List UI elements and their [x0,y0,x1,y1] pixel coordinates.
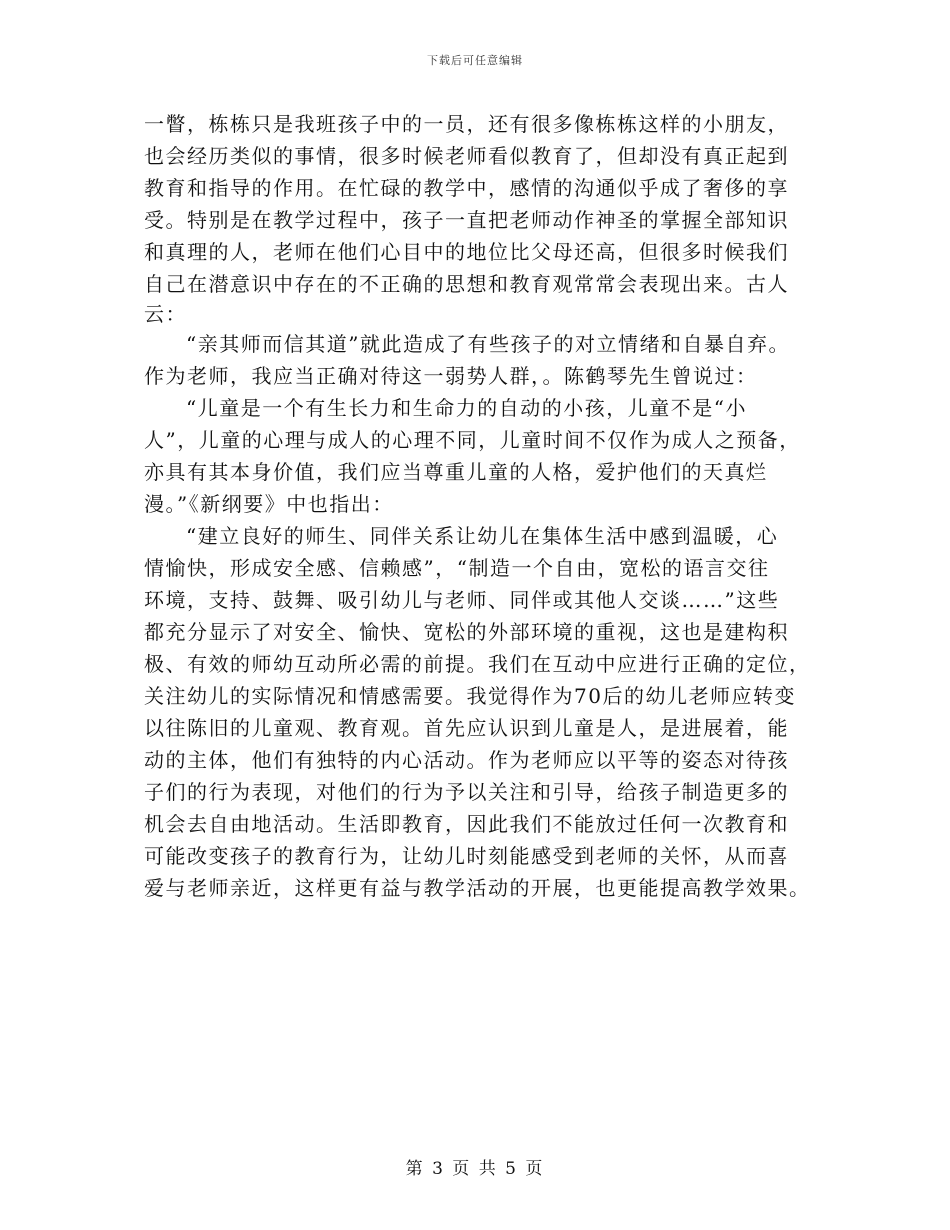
paragraph-start-line: “儿童是一个有生长力和生命力的自动的小孩，儿童不是“小 [186,396,747,420]
paragraph-start-line: “亲其师而信其道”就此造成了有些孩子的对立情绪和自暴自弃。 [186,332,790,356]
text-line: 动的主体，他们有独特的内心活动。作为老师应以平等的姿态对待孩 [144,748,789,772]
paragraph-start-line: “建立良好的师生、同伴关系让幼儿在集体生活中感到温暖，心 [186,524,779,548]
text-line: 都充分显示了对安全、愉快、宽松的外部环境的重视，这也是建构积 [144,620,789,644]
text-line: 教育和指导的作用。在忙碌的教学中，感情的沟通似乎成了奢侈的享 [144,176,789,200]
text-line: 环境，支持、鼓舞、吸引幼儿与老师、同伴或其他人交谈……”这些 [144,588,780,612]
text-line: 也会经历类似的事情，很多时候老师看似教育了，但却没有真正起到 [144,144,789,168]
text-line: 可能改变孩子的教育行为，让幼儿时刻能感受到老师的关怀，从而喜 [144,844,789,868]
text-line: 亦具有其本身价值，我们应当尊重儿童的人格，爱护他们的天真烂 [144,460,768,484]
text-line: 机会去自由地活动。生活即教育，因此我们不能放过任何一次教育和 [144,812,789,836]
text-line: 自己在潜意识中存在的不正确的思想和教育观常常会表现出来。古人 [144,272,789,296]
text-line: 关注幼儿的实际情况和情感需要。我觉得作为70后的幼儿老师应转变 [144,684,796,708]
text-line: 子们的行为表现，对他们的行为予以关注和引导，给孩子制造更多的 [144,780,789,804]
text-line: 受。特别是在教学过程中，孩子一直把老师动作神圣的掌握全部知识 [144,208,789,232]
text-line: 以往陈旧的儿童观、教育观。首先应认识到儿童是人，是进展着，能 [144,716,789,740]
text-line: 作为老师，我应当正确对待这一弱势人群，。陈鹤琴先生曾说过： [144,364,758,388]
text-line: 漫。”《新纲要》中也指出： [144,492,394,516]
page-header: 下载后可任意编辑 [427,54,523,67]
document-body [144,108,812,904]
text-line: 和真理的人，老师在他们心目中的地位比父母还高，但很多时候我们 [144,240,789,264]
text-line: 情愉快，形成安全感、信赖感”，“制造一个自由，宽松的语言交往 [144,556,770,580]
text-line: 一瞥，栋栋只是我班孩子中的一员，还有很多像栋栋这样的小朋友， [144,112,789,136]
text-line: 爱与老师亲近，这样更有益与教学活动的开展，也更能提高教学效果。 [144,876,811,900]
text-line: 云： [144,302,187,326]
text-line: 人”，儿童的心理与成人的心理不同，儿童时间不仅作为成人之预备， [144,428,801,452]
text-line: 极、有效的师幼互动所必需的前提。我们在互动中应进行正确的定位， [144,652,811,676]
page-number-footer: 第 3 页 共 5 页 [405,1159,545,1179]
